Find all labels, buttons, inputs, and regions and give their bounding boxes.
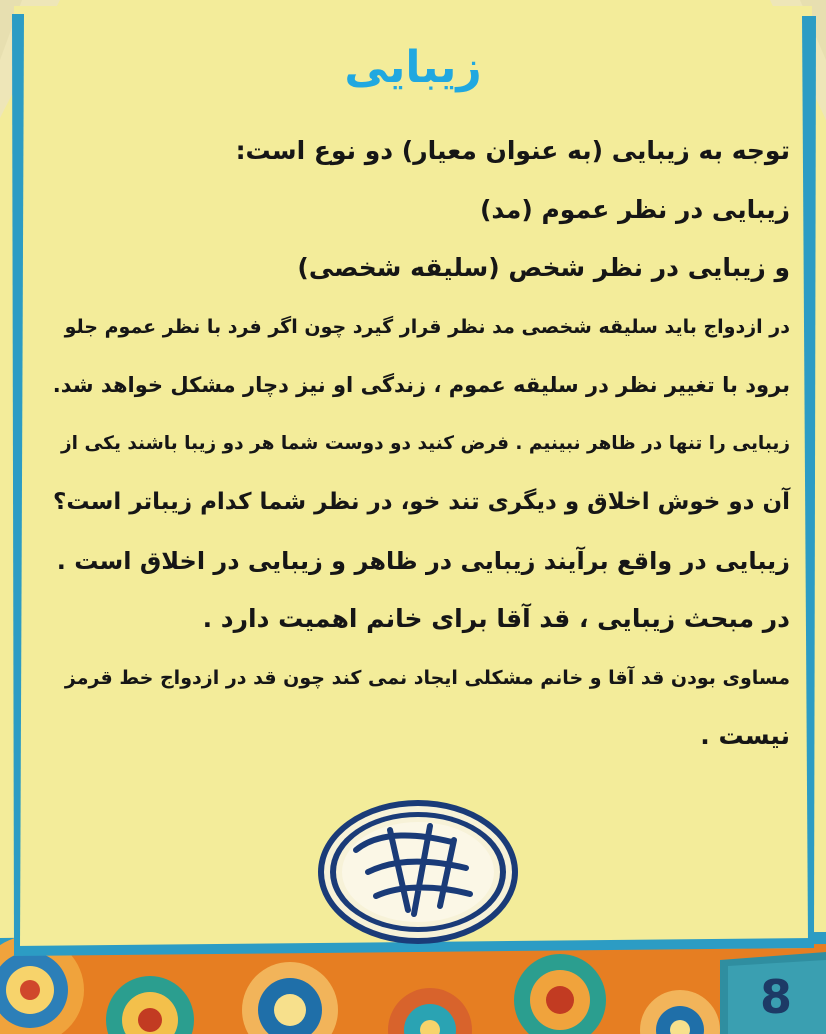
text-line: در ازدواج باید سلیقه شخصی مد نظر قرار گیرد چون اگر فرد با نظر عموم جلو bbox=[64, 315, 790, 338]
calligraphy-seal bbox=[318, 800, 518, 944]
text-line: مساوی بودن قد آقا و خانم مشکلی ایجاد نمی کند چون قد در ازدواج خط قرمز bbox=[64, 666, 790, 689]
page-title: زیبایی bbox=[344, 42, 482, 93]
text-line: زیبایی در نظر عموم (مد) bbox=[480, 194, 790, 224]
page-number: 8 bbox=[759, 970, 792, 1024]
body-text bbox=[50, 122, 790, 766]
text-line: و زیبایی در نظر شخص (سلیقه شخصی) bbox=[297, 253, 790, 282]
text-line: نیست . bbox=[700, 721, 790, 750]
text-line: زیبایی را تنها در ظاهر نبینیم . فرض کنید دو دوست شما هر دو زیبا باشند یکی از bbox=[61, 432, 790, 454]
text-line: برود با تغییر نظر در سلیقه عموم ، زندگی او نیز دچار مشکل خواهد شد. bbox=[52, 373, 790, 397]
text-line: آن دو خوش اخلاق و دیگری تند خو، در نظر شما کدام زیباتر است؟ bbox=[53, 489, 790, 515]
text-line: توجه به زیبایی (به عنوان معیار) دو نوع است: bbox=[235, 136, 790, 165]
text-line: در مبحث زیبایی ، قد آقا برای خانم اهمیت دارد . bbox=[202, 604, 790, 633]
text-line: زیبایی در واقع برآیند زیبایی در ظاهر و زیبایی در اخلاق است . bbox=[56, 546, 790, 575]
